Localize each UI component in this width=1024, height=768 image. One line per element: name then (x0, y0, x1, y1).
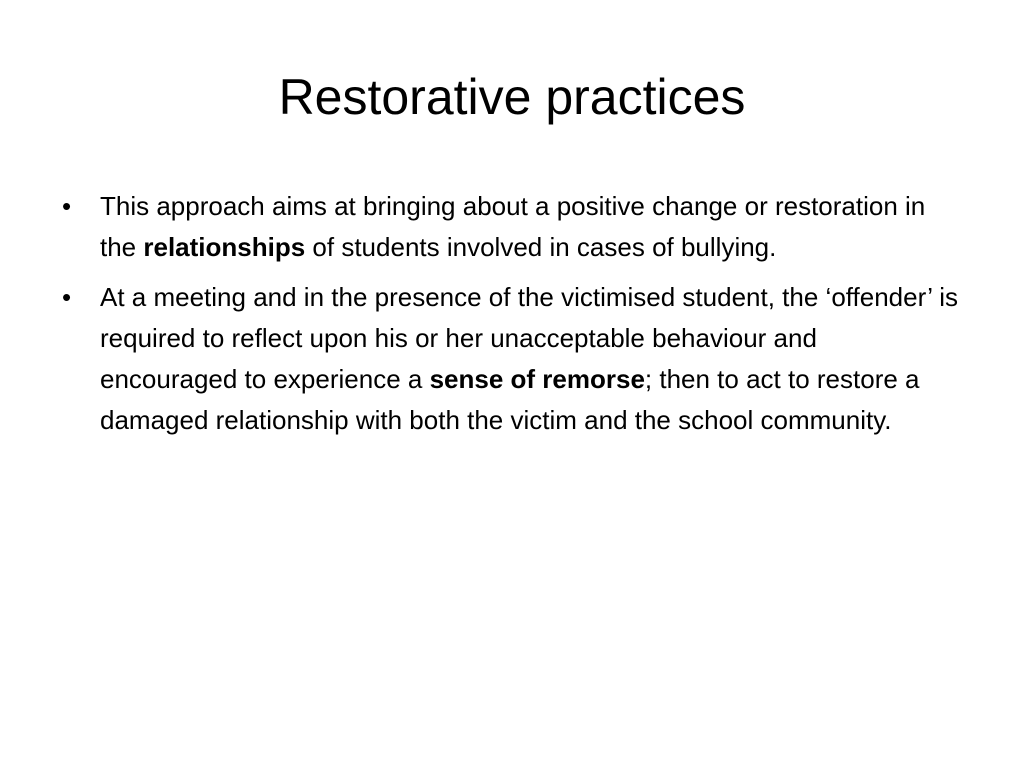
bullet-dot-icon: • (62, 191, 72, 221)
bullet-item (60, 186, 960, 268)
bullet-text (100, 282, 958, 435)
bullet-text-part: ; then to act to restore a damaged relationship with both the victim and the school community. (100, 364, 920, 435)
bullet-text-part: This approach aims at bringing about a positive change or restoration in the (100, 191, 926, 262)
bullet-item (60, 277, 960, 441)
slide-title: Restorative practices (278, 69, 746, 125)
bullet-dot-icon: • (62, 282, 72, 312)
bullet-text (100, 191, 925, 262)
bullet-list (60, 186, 960, 450)
bullet-text-part: of students involved in cases of bullying. (305, 232, 777, 262)
bullet-bold-term: relationships (143, 232, 306, 262)
bullet-bold-term: sense of remorse (429, 364, 645, 394)
bullet-text-part: At a meeting and in the presence of the victimised student, the ‘offender’ is required to reflect upon his or her unacceptable behaviour and encouraged to experience a (100, 282, 959, 394)
